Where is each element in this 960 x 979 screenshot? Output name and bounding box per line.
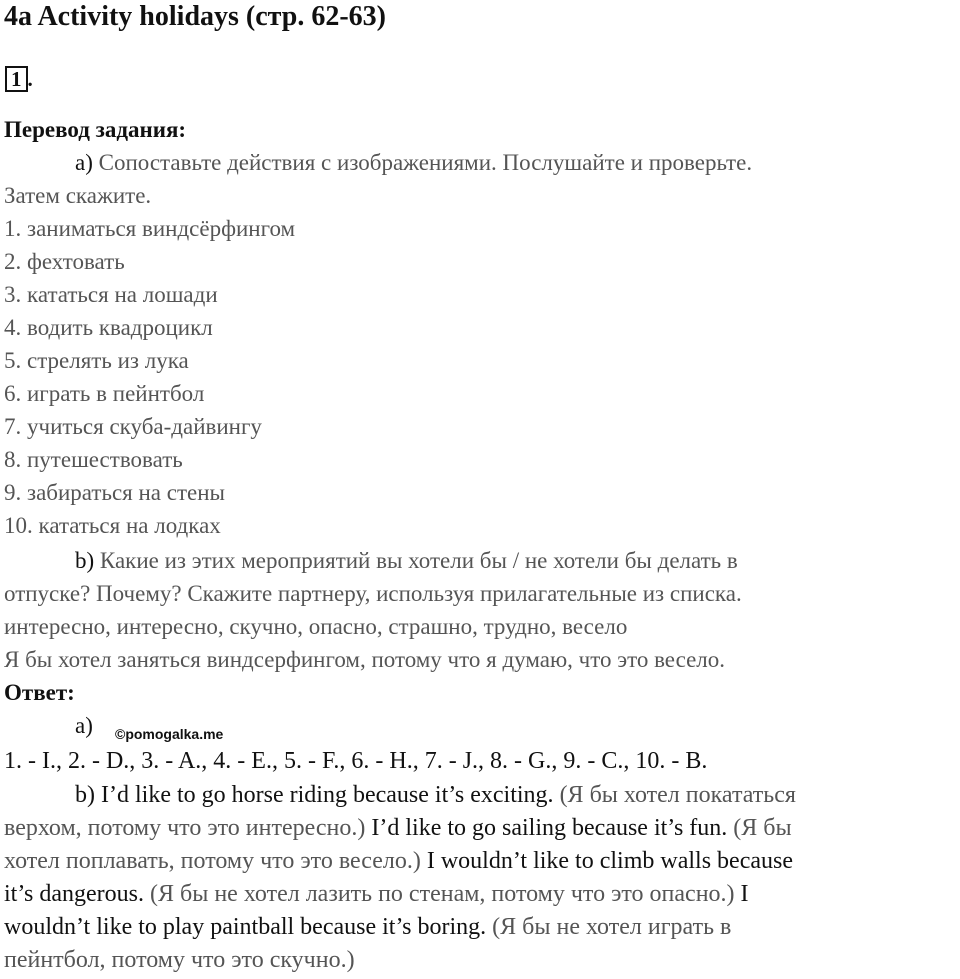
answer-b-russian: верхом, потому что это интересно.) [4,815,366,841]
task-b-line-2: отпуске? Почему? Скажите партнеру, используя прилагательные из списка. [4,581,742,606]
answer-b-english: I wouldn’t like to climb walls because [420,848,793,874]
answer-b-english: I’d like to go sailing because it’s fun. [365,815,728,841]
activity-item: 9. забираться на стены [4,480,225,505]
task-b-marker: b) [75,548,95,573]
answer-b-russian: пейнтбол, потому что это скучно.) [4,947,355,973]
answer-b-english: it’s dangerous. [4,881,144,907]
answer-b-russian: (Я бы хотел покататься [553,782,796,808]
answer-b-marker: b) [75,782,101,808]
answer-b-english: wouldn’t like to play paintball because it’s boring. [4,914,487,940]
exercise-number-box: 1 [5,66,28,92]
answer-b-line-1 [75,779,796,812]
page-title: 4a Activity holidays (стр. 62-63) [4,1,386,32]
answer-b-line-4 [4,878,749,911]
answer-a-matches: 1. - I., 2. - D., 3. - A., 4. - E., 5. - F., 6. - H., 7. - J., 8. - G., 9. - C., 10. - B. [4,748,708,774]
answer-b-russian: (Я бы не хотел играть в [486,914,732,940]
answer-b-russian: (Я бы [727,815,792,841]
task-a-line-1 [75,146,752,179]
activity-item: 8. путешествовать [4,447,183,472]
example-sentence: Я бы хотел заняться виндсерфингом, потому что я думаю, что это весело. [4,647,726,672]
answer-b-english: I [734,881,749,907]
activity-item: 10. кататься на лодках [4,513,221,538]
exercise-number [5,66,33,92]
activity-item: 7. учиться скуба-дайвингу [4,414,262,439]
exercise-number-suffix: . [27,67,33,91]
answer-b-russian: хотел поплавать, потому что это весело.) [4,848,421,874]
activity-item: 5. стрелять из лука [4,348,189,373]
activity-item: 2. фехтовать [4,249,125,274]
answer-b-russian: (Я бы не хотел лазить по стенам, потому что это опасно.) [143,881,735,907]
answer-a-marker: a) [75,713,93,738]
activity-item: 4. водить квадроцикл [4,315,213,340]
activity-item: 6. играть в пейнтбол [4,381,205,406]
task-a-marker: a) [75,150,93,175]
activity-item: 1. заниматься виндсёрфингом [4,216,296,241]
task-a-text: Сопоставьте действия с изображениями. Послушайте и проверьте. [92,150,753,175]
answer-b-line-2 [4,812,792,845]
task-b-line-1 [75,544,738,577]
task-b-text: Какие из этих мероприятий вы хотели бы / не хотели бы делать в [94,548,738,573]
answer-b-line-3 [4,845,793,878]
answer-heading: Ответ: [4,680,75,705]
adjective-list: интересно, интересно, скучно, опасно, страшно, трудно, весело [4,614,628,639]
answer-b-english: I’d like to go horse riding because it’s exciting. [101,782,554,808]
answer-b-line-6 [4,944,355,977]
answer-b-line-5 [4,911,731,944]
task-a-line-2: Затем скажите. [4,183,152,208]
translation-heading: Перевод задания: [4,117,187,142]
watermark: ©pomogalka.me [115,726,224,742]
activity-item: 3. кататься на лошади [4,282,218,307]
